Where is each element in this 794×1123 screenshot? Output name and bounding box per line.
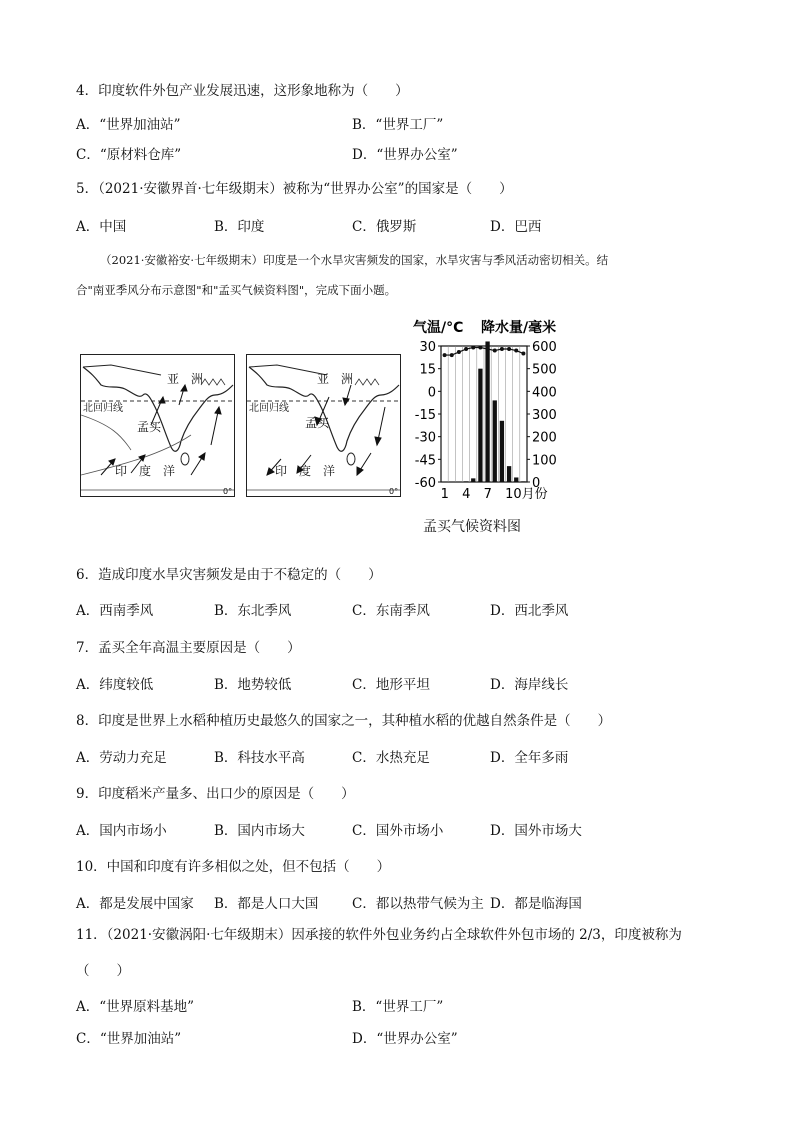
question-5-stem: 5．（2021·安徽界首·七年级期末）被称为“世界办公室”的国家是（ ） xyxy=(76,181,513,197)
month-tick-label: 1 xyxy=(440,487,449,502)
map1-asia-label: 亚 洲 xyxy=(167,372,204,386)
temperature-point xyxy=(514,349,518,353)
q9-option-b[interactable]: B．国内市场大 xyxy=(214,823,305,839)
map1-equator-label: 0° xyxy=(223,487,233,496)
q4-option-b[interactable]: B．“世界工厂” xyxy=(352,117,444,133)
precip-tick-label: 600 xyxy=(532,340,557,355)
precip-tick-label: 100 xyxy=(532,453,557,469)
precip-tick-label: 0 xyxy=(532,476,541,491)
chart-title-precipitation: 降水量/毫米 xyxy=(481,320,557,336)
q11-option-a[interactable]: A．“世界原料基地” xyxy=(76,999,195,1015)
precip-tick-label: 200 xyxy=(532,430,557,446)
precip-bar xyxy=(514,477,518,482)
q9-option-c[interactable]: C．国外市场小 xyxy=(352,823,444,839)
map1-tropic-label: 北回归线 xyxy=(83,403,123,414)
q6-option-d[interactable]: D．西北季风 xyxy=(490,603,569,619)
mumbai-climate-chart xyxy=(405,316,595,506)
monsoon-map-2 xyxy=(246,354,401,497)
q11-option-b[interactable]: B．“世界工厂” xyxy=(352,999,444,1015)
q6-option-b[interactable]: B．东北季风 xyxy=(214,603,292,619)
month-tick-label: 4 xyxy=(462,487,471,502)
precip-tick-label: 500 xyxy=(532,362,557,378)
temp-tick-label: -45 xyxy=(414,453,436,469)
question-7-stem: 7．孟买全年高温主要原因是（ ） xyxy=(76,640,301,656)
map1-city-label: 孟买 xyxy=(137,420,162,434)
q8-option-b[interactable]: B．科技水平高 xyxy=(214,750,305,766)
month-tick-label: 10月份 xyxy=(505,487,548,502)
map2-city-label: 孟买 xyxy=(305,416,330,430)
q5-option-a[interactable]: A．中国 xyxy=(76,219,127,235)
q8-option-c[interactable]: C．水热充足 xyxy=(352,750,430,766)
month-tick-label: 7 xyxy=(483,487,492,502)
q7-option-b[interactable]: B．地势较低 xyxy=(214,677,292,693)
temperature-point xyxy=(464,347,468,351)
temperature-point xyxy=(507,347,511,351)
q10-option-b[interactable]: B．都是人口大国 xyxy=(214,896,319,912)
chart-caption: 孟买气候资料图 xyxy=(423,519,521,535)
q9-option-a[interactable]: A．国内市场小 xyxy=(76,823,167,839)
temperature-point xyxy=(457,350,461,354)
q6-option-a[interactable]: A．西南季风 xyxy=(76,603,154,619)
q9-option-d[interactable]: D．国外市场大 xyxy=(490,823,582,839)
precip-bar xyxy=(464,481,468,482)
map1-ocean-label: 印 度 洋 xyxy=(115,464,176,478)
map2-asia-label: 亚 洲 xyxy=(317,372,354,386)
intro-line-1: （2021·安徽裕安·七年级期末）印度是一个水旱灾害频发的国家，水旱灾害与季风活动密切相关。结 xyxy=(100,253,609,267)
temperature-point xyxy=(521,352,525,356)
q4-option-d[interactable]: D．“世界办公室” xyxy=(352,147,458,163)
q4-option-a[interactable]: A．“世界加油站” xyxy=(76,117,181,133)
temperature-point xyxy=(493,349,497,353)
q4-option-c[interactable]: C．“原材料仓库” xyxy=(76,147,182,163)
question-4-stem: 4．印度软件外包产业发展迅速，这形象地称为（ ） xyxy=(76,83,409,99)
precip-tick-label: 400 xyxy=(532,385,557,401)
q10-option-d[interactable]: D．都是临海国 xyxy=(490,896,582,912)
question-11-blank: （ ） xyxy=(76,963,130,979)
monsoon-map-1 xyxy=(80,354,235,497)
precip-tick-label: 300 xyxy=(532,408,557,423)
precip-bar xyxy=(471,478,475,482)
precip-bar xyxy=(500,421,504,482)
chart-title-temperature: 气温/°C xyxy=(413,320,464,336)
q8-option-d[interactable]: D．全年多雨 xyxy=(490,750,569,766)
temperature-point xyxy=(450,353,454,357)
temperature-point xyxy=(500,347,504,351)
map2-equator-label: 0° xyxy=(389,487,399,496)
question-8-stem: 8．印度是世界上水稻种植历史最悠久的国家之一，其种植水稻的优越自然条件是（ ） xyxy=(76,713,612,729)
map2-ocean-label: 印 度 洋 xyxy=(275,464,336,478)
q7-option-c[interactable]: C．地形平坦 xyxy=(352,677,430,693)
precip-bar xyxy=(521,481,525,482)
precip-bar xyxy=(507,466,511,482)
intro-line-2: 合"南亚季风分布示意图"和"孟买气候资料图"，完成下面小题。 xyxy=(76,283,397,297)
temp-tick-label: -30 xyxy=(414,430,436,446)
q11-option-c[interactable]: C．“世界加油站” xyxy=(76,1031,182,1047)
q10-option-c[interactable]: C．都以热带气候为主 xyxy=(352,896,484,912)
question-11-stem: 11．（2021·安徽涡阳·七年级期末）因承接的软件外包业务约占全球软件外包市场的 2/3，印度被称为 xyxy=(76,927,682,943)
q10-option-a[interactable]: A．都是发展中国家 xyxy=(76,896,194,912)
q8-option-a[interactable]: A．劳动力充足 xyxy=(76,750,167,766)
q5-option-b[interactable]: B．印度 xyxy=(214,219,265,235)
map2-tropic-label: 北回归线 xyxy=(249,403,289,414)
q5-option-c[interactable]: C．俄罗斯 xyxy=(352,219,417,235)
temp-tick-label: -15 xyxy=(414,408,436,423)
question-9-stem: 9．印度稻米产量多、出口少的原因是（ ） xyxy=(76,786,355,802)
temperature-point xyxy=(486,347,490,351)
temp-tick-label: 30 xyxy=(419,340,436,355)
temp-tick-label: 0 xyxy=(427,385,436,401)
precip-bar xyxy=(493,400,497,482)
q6-option-c[interactable]: C．东南季风 xyxy=(352,603,430,619)
q7-option-a[interactable]: A．纬度较低 xyxy=(76,677,154,693)
q5-option-d[interactable]: D．巴西 xyxy=(490,219,542,235)
temperature-point xyxy=(443,353,447,357)
q11-option-d[interactable]: D．“世界办公室” xyxy=(352,1031,458,1047)
question-10-stem: 10．中国和印度有许多相似之处，但不包括（ ） xyxy=(76,859,391,875)
temp-tick-label: 15 xyxy=(419,362,436,378)
precip-bar xyxy=(478,369,482,482)
precip-bar xyxy=(485,341,489,482)
q7-option-d[interactable]: D．海岸线长 xyxy=(490,677,569,693)
temperature-point xyxy=(478,346,482,350)
temperature-point xyxy=(471,346,475,350)
question-6-stem: 6．造成印度水旱灾害频发是由于不稳定的（ ） xyxy=(76,567,382,583)
temp-tick-label: -60 xyxy=(414,476,436,491)
